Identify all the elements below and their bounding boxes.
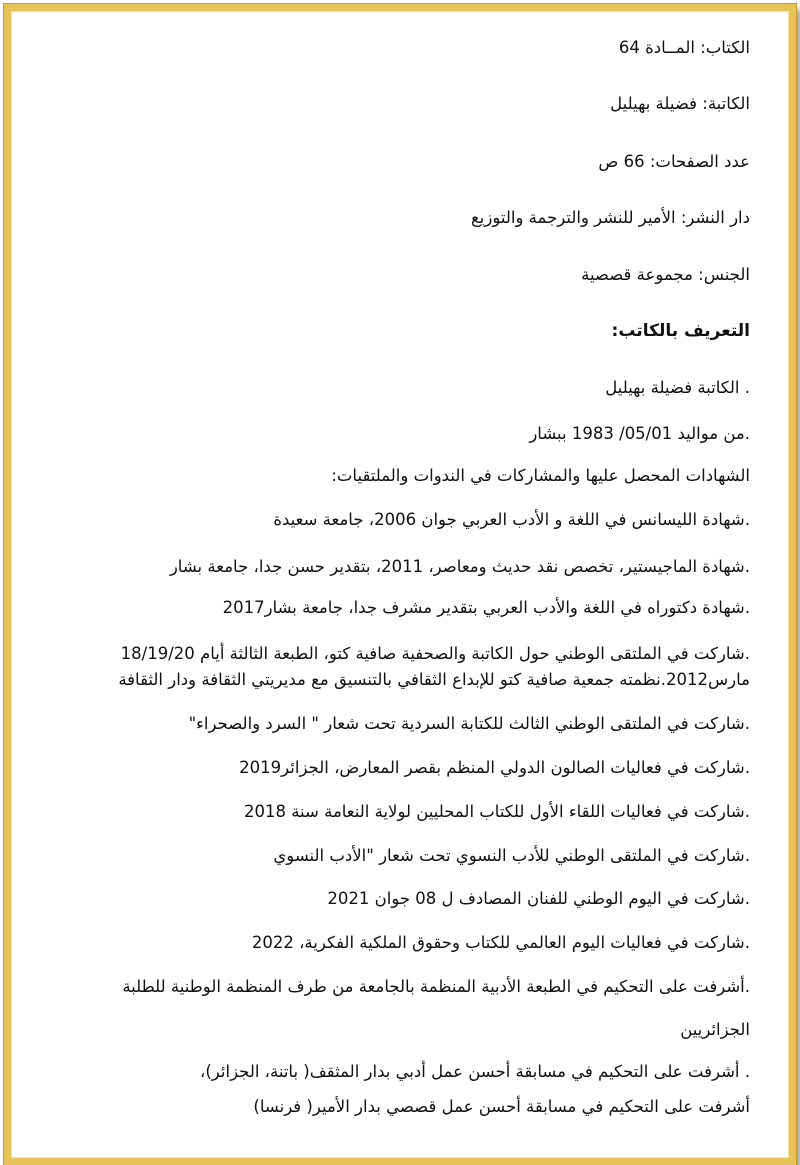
author-name: الكاتبة: فضيلة بهيليل [610, 94, 750, 113]
page-count: عدد الصفحات: 66 ص [598, 152, 750, 171]
publisher: دار النشر: الأمير للنشر والترجمة والتوزيع [471, 208, 750, 227]
list-item: .شاركت في فعاليات اللقاء الأول للكتاب المحليين لولاية النعامة سنة 2018 [243, 802, 750, 821]
author-section-heading: التعريف بالكاتب: [611, 321, 750, 341]
list-item: .شهادة الليسانس في اللغة و الأدب العربي جوان 2006، جامعة سعيدة [273, 510, 750, 529]
book-title: الكتاب: المــادة 64 [618, 38, 750, 57]
birth-info: .من مواليد 05/01/ 1983 ببشار [529, 424, 750, 443]
list-item: .شاركت في اليوم الوطني للفنان المصادف ل 08 جوان 2021 [327, 889, 750, 908]
list-item: .شاركت في فعاليات الصالون الدولي المنظم بقصر المعارض، الجزائر2019 [239, 758, 750, 777]
certificates-heading: الشهادات المحصل عليها والمشاركات في الندوات والملتقيات: [331, 466, 750, 485]
genre: الجنس: مجموعة قصصية [581, 265, 750, 284]
list-item: .شاركت في الملتقى الوطني حول الكاتبة والصحفية صافية كتو، الطبعة الثالثة أيام 18/19/20 [120, 644, 750, 663]
list-item: .شاركت في الملتقى الوطني للأدب النسوي تحت شعار "الأدب النسوي [273, 846, 750, 865]
list-item: مارس2012.نظمته جمعية صافية كتو للإبداع الثقافي بالتنسيق مع مديريتي الثقافة ودار الثقافة [118, 670, 750, 689]
author-full-name: . الكاتبة فضيلة بهيليل [605, 378, 750, 397]
list-item: .شاركت في فعاليات اليوم العالمي للكتاب وحقوق الملكية الفكرية، 2022 [251, 933, 750, 952]
list-item: .شهادة الماجيستير، تخصص نقد حديث ومعاصر، 2011، بتقدير حسن جدا، جامعة بشار [169, 557, 750, 576]
list-item: .شاركت في الملتقى الوطني الثالث للكتابة السردية تحت شعار " السرد والصحراء" [188, 714, 750, 733]
list-item: . أشرفت على التحكيم في مسابقة أحسن عمل أدبي بدار المثقف( باتنة، الجزائر)، [200, 1062, 750, 1081]
list-item: الجزائريين [680, 1020, 750, 1039]
list-item: .شهادة دكتوراه في اللغة والأدب العربي بتقدير مشرف جدا، جامعة بشار2017 [222, 598, 750, 617]
list-item: أشرفت على التحكيم في مسابقة أحسن عمل قصصي بدار الأمير( فرنسا) [253, 1097, 750, 1116]
list-item: .أشرفت على التحكيم في الطبعة الأدبية المنظمة بالجامعة من طرف المنظمة الوطنية للطلبة [122, 977, 750, 996]
